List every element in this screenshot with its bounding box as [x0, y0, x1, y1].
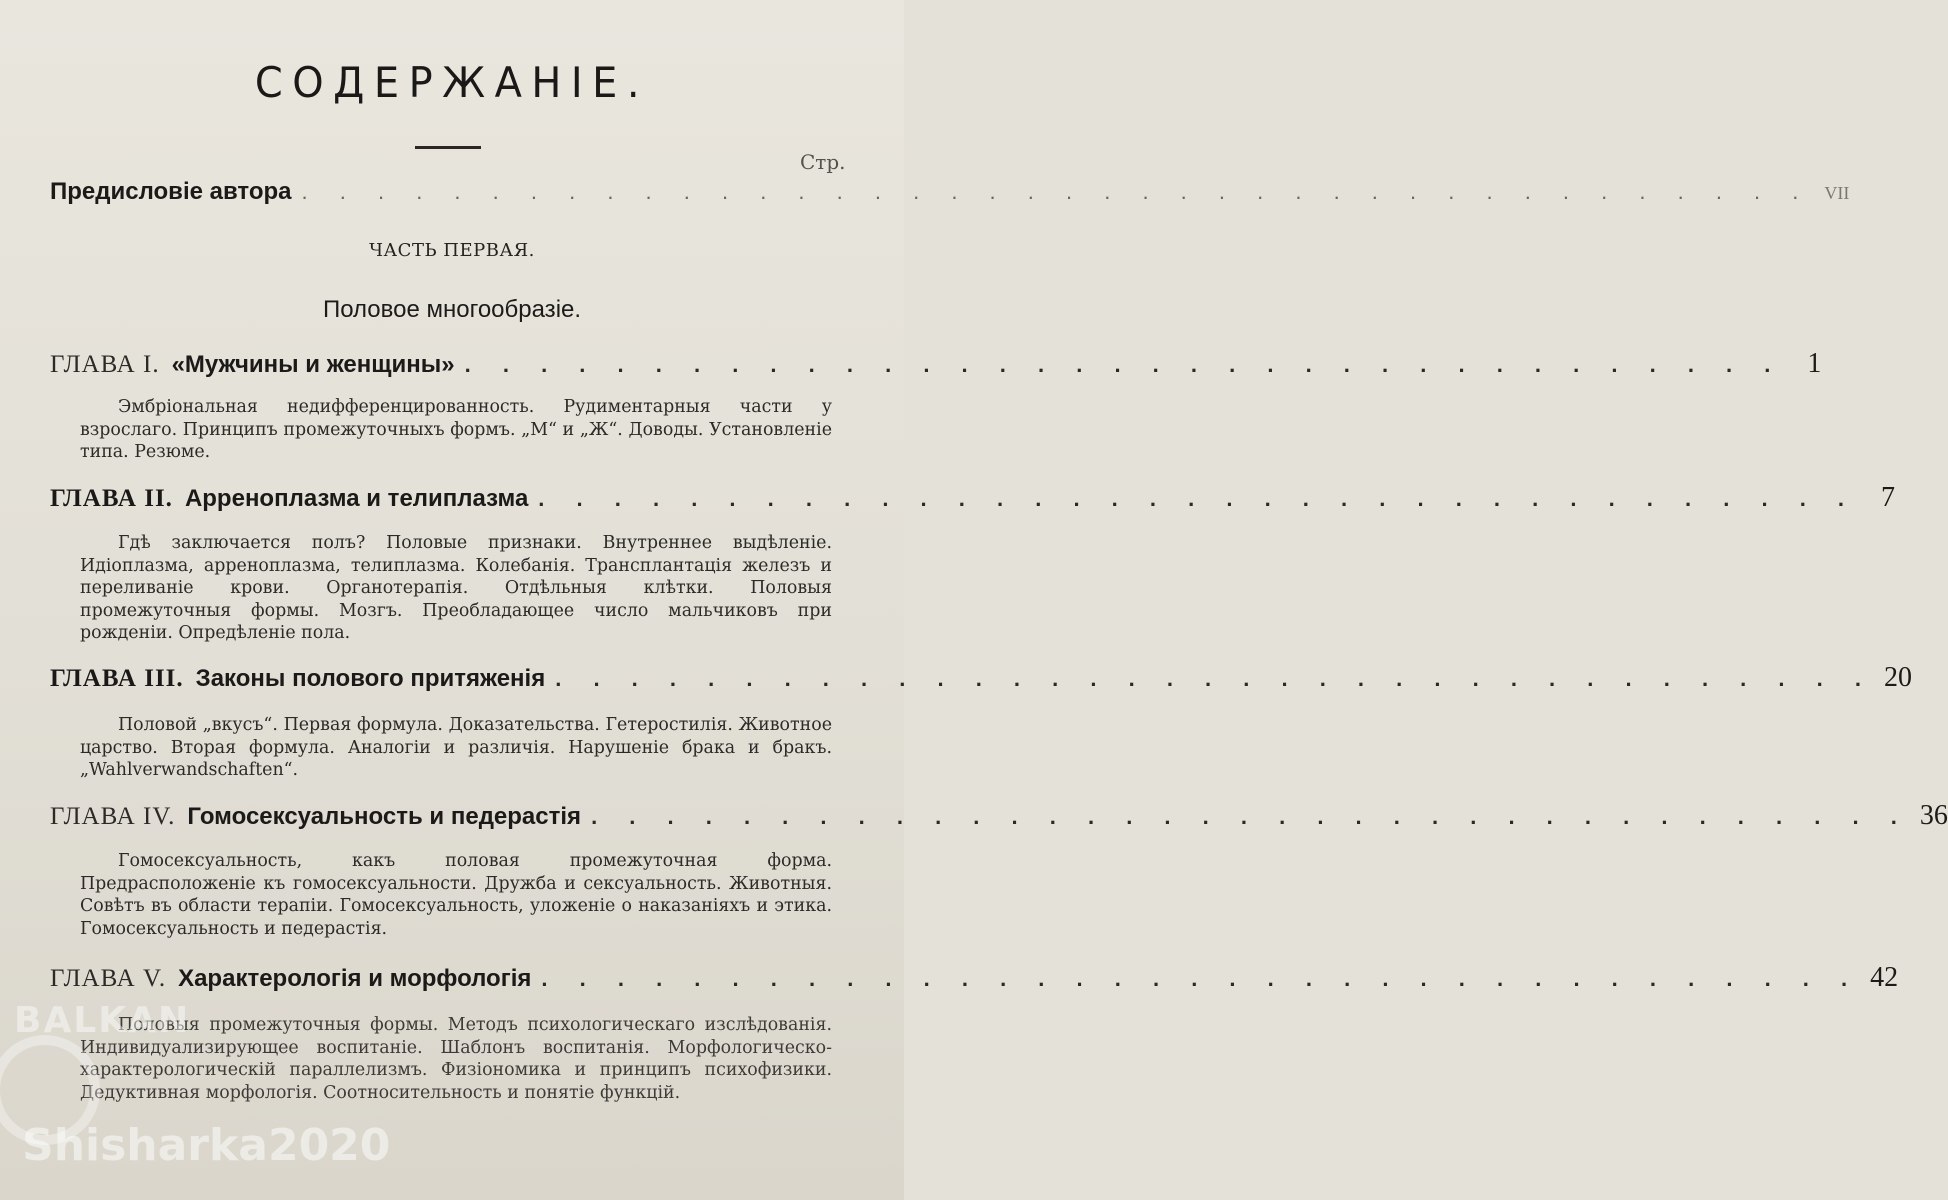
- chapter-entry: [50, 962, 1899, 1002]
- preface-title: Предисловіе автора: [50, 178, 292, 205]
- dot-leader: . . . . . . . . . . . . . . . . . . . . . . . . . . . . . . . . . . .: [555, 666, 1874, 691]
- chapter-summary: Гомосексуальность, какъ половая промежуточная форма. Предрасположеніе къ гомосексуальности. Дружба и сексуальность. Животныя. Совѣтъ въ области терапіи. Гомосексуальность, уложеніе о наказаніяхъ и этика. Гомосексуальность и педерастія.: [80, 851, 832, 939]
- watermark-text: Shisharka2020: [22, 1120, 391, 1171]
- page-column-label: Стр.: [800, 150, 846, 174]
- chapter-title: Законы полового притяженія: [195, 665, 546, 692]
- chapter-page: 20: [1883, 662, 1912, 693]
- dot-leader: . . . . . . . . . . . . . . . . . . . . . . . . . . . . . . . . . . .: [541, 966, 1861, 991]
- page-title: СОДЕРЖАНІЕ.: [254, 58, 650, 107]
- chapter-entry: [50, 482, 1896, 522]
- chapter-label: ГЛАВА V.: [50, 965, 167, 992]
- chapter-entry: [50, 800, 1948, 840]
- chapter-label: ГЛАВА II.: [50, 485, 173, 512]
- watermark-text: BALKAN: [14, 1000, 191, 1041]
- dot-leader: . . . . . . . . . . . . . . . . . . . . . . . . . . . . . . . . . . .: [591, 804, 1910, 829]
- chapter-title: Характерологія и морфологія: [178, 965, 532, 992]
- chapter-entry: [50, 348, 1822, 388]
- chapter-label: ГЛАВА III.: [50, 665, 184, 692]
- chapter-label: ГЛАВА I.: [50, 351, 160, 378]
- chapter-title: «Мужчины и женщины»: [171, 351, 455, 378]
- chapter-page: 36: [1919, 800, 1948, 831]
- dot-leader: . . . . . . . . . . . . . . . . . . . . . . . . . . . . . . . . . . .: [538, 486, 1858, 511]
- title-divider: [415, 146, 481, 149]
- chapter-label: ГЛАВА IV.: [50, 803, 176, 830]
- section-heading: Половое многообразіе.: [322, 296, 582, 323]
- chapter-summary: Эмбріональная недифференцированность. Рудиментарныя части у взрослаго. Принципъ промежуточныхъ формъ. „М“ и „Ж“. Доводы. Установленіе типа. Резюме.: [80, 397, 832, 462]
- dot-leader: . . . . . . . . . . . . . . . . . . . . . . . . . . . . . . . . . . . . . . . .: [301, 179, 1812, 204]
- dot-leader: . . . . . . . . . . . . . . . . . . . . . . . . . . . . . . . . . . .: [464, 352, 1784, 377]
- part-heading: ЧАСТЬ ПЕРВАЯ.: [369, 240, 535, 261]
- chapter-page: 42: [1870, 962, 1899, 993]
- chapter-page: 7: [1881, 482, 1896, 513]
- chapter-summary: Половыя промежуточныя формы. Методъ психологическаго изслѣдованія. Индивидуализирующее воспитаніе. Шаблонъ воспитанія. Морфологическо-характерологическій параллелизмъ. Физіономика и принципъ психофизики. Дедуктивная морфологія. Соотносительность и понятіе функцій.: [80, 1015, 832, 1103]
- preface-entry: [50, 178, 1850, 218]
- chapter-summary: Половой „вкусъ“. Первая формула. Доказательства. Гетеростилія. Животное царство. Вторая формула. Аналогіи и различія. Нарушеніе брака и бракъ. „Wahlverwandschaften“.: [80, 715, 832, 780]
- chapter-summary: Гдѣ заключается полъ? Половые признаки. Внутреннее выдѣленіе. Идіоплазма, арреноплазма, телиплазма. Колебанія. Трансплантація железъ и переливаніе крови. Органотерапія. Отдѣльныя клѣтки. Половыя промежуточныя формы. Мозгъ. Преобладающее число мальчиковъ при рожденіи. Опредѣленіе пола.: [80, 533, 832, 643]
- chapter-entry: [50, 662, 1912, 702]
- preface-page: VII: [1824, 183, 1850, 203]
- chapter-page: 1: [1807, 348, 1822, 379]
- chapter-title: Арреноплазма и телиплазма: [184, 485, 529, 512]
- chapter-title: Гомосексуальность и педерастія: [187, 803, 582, 830]
